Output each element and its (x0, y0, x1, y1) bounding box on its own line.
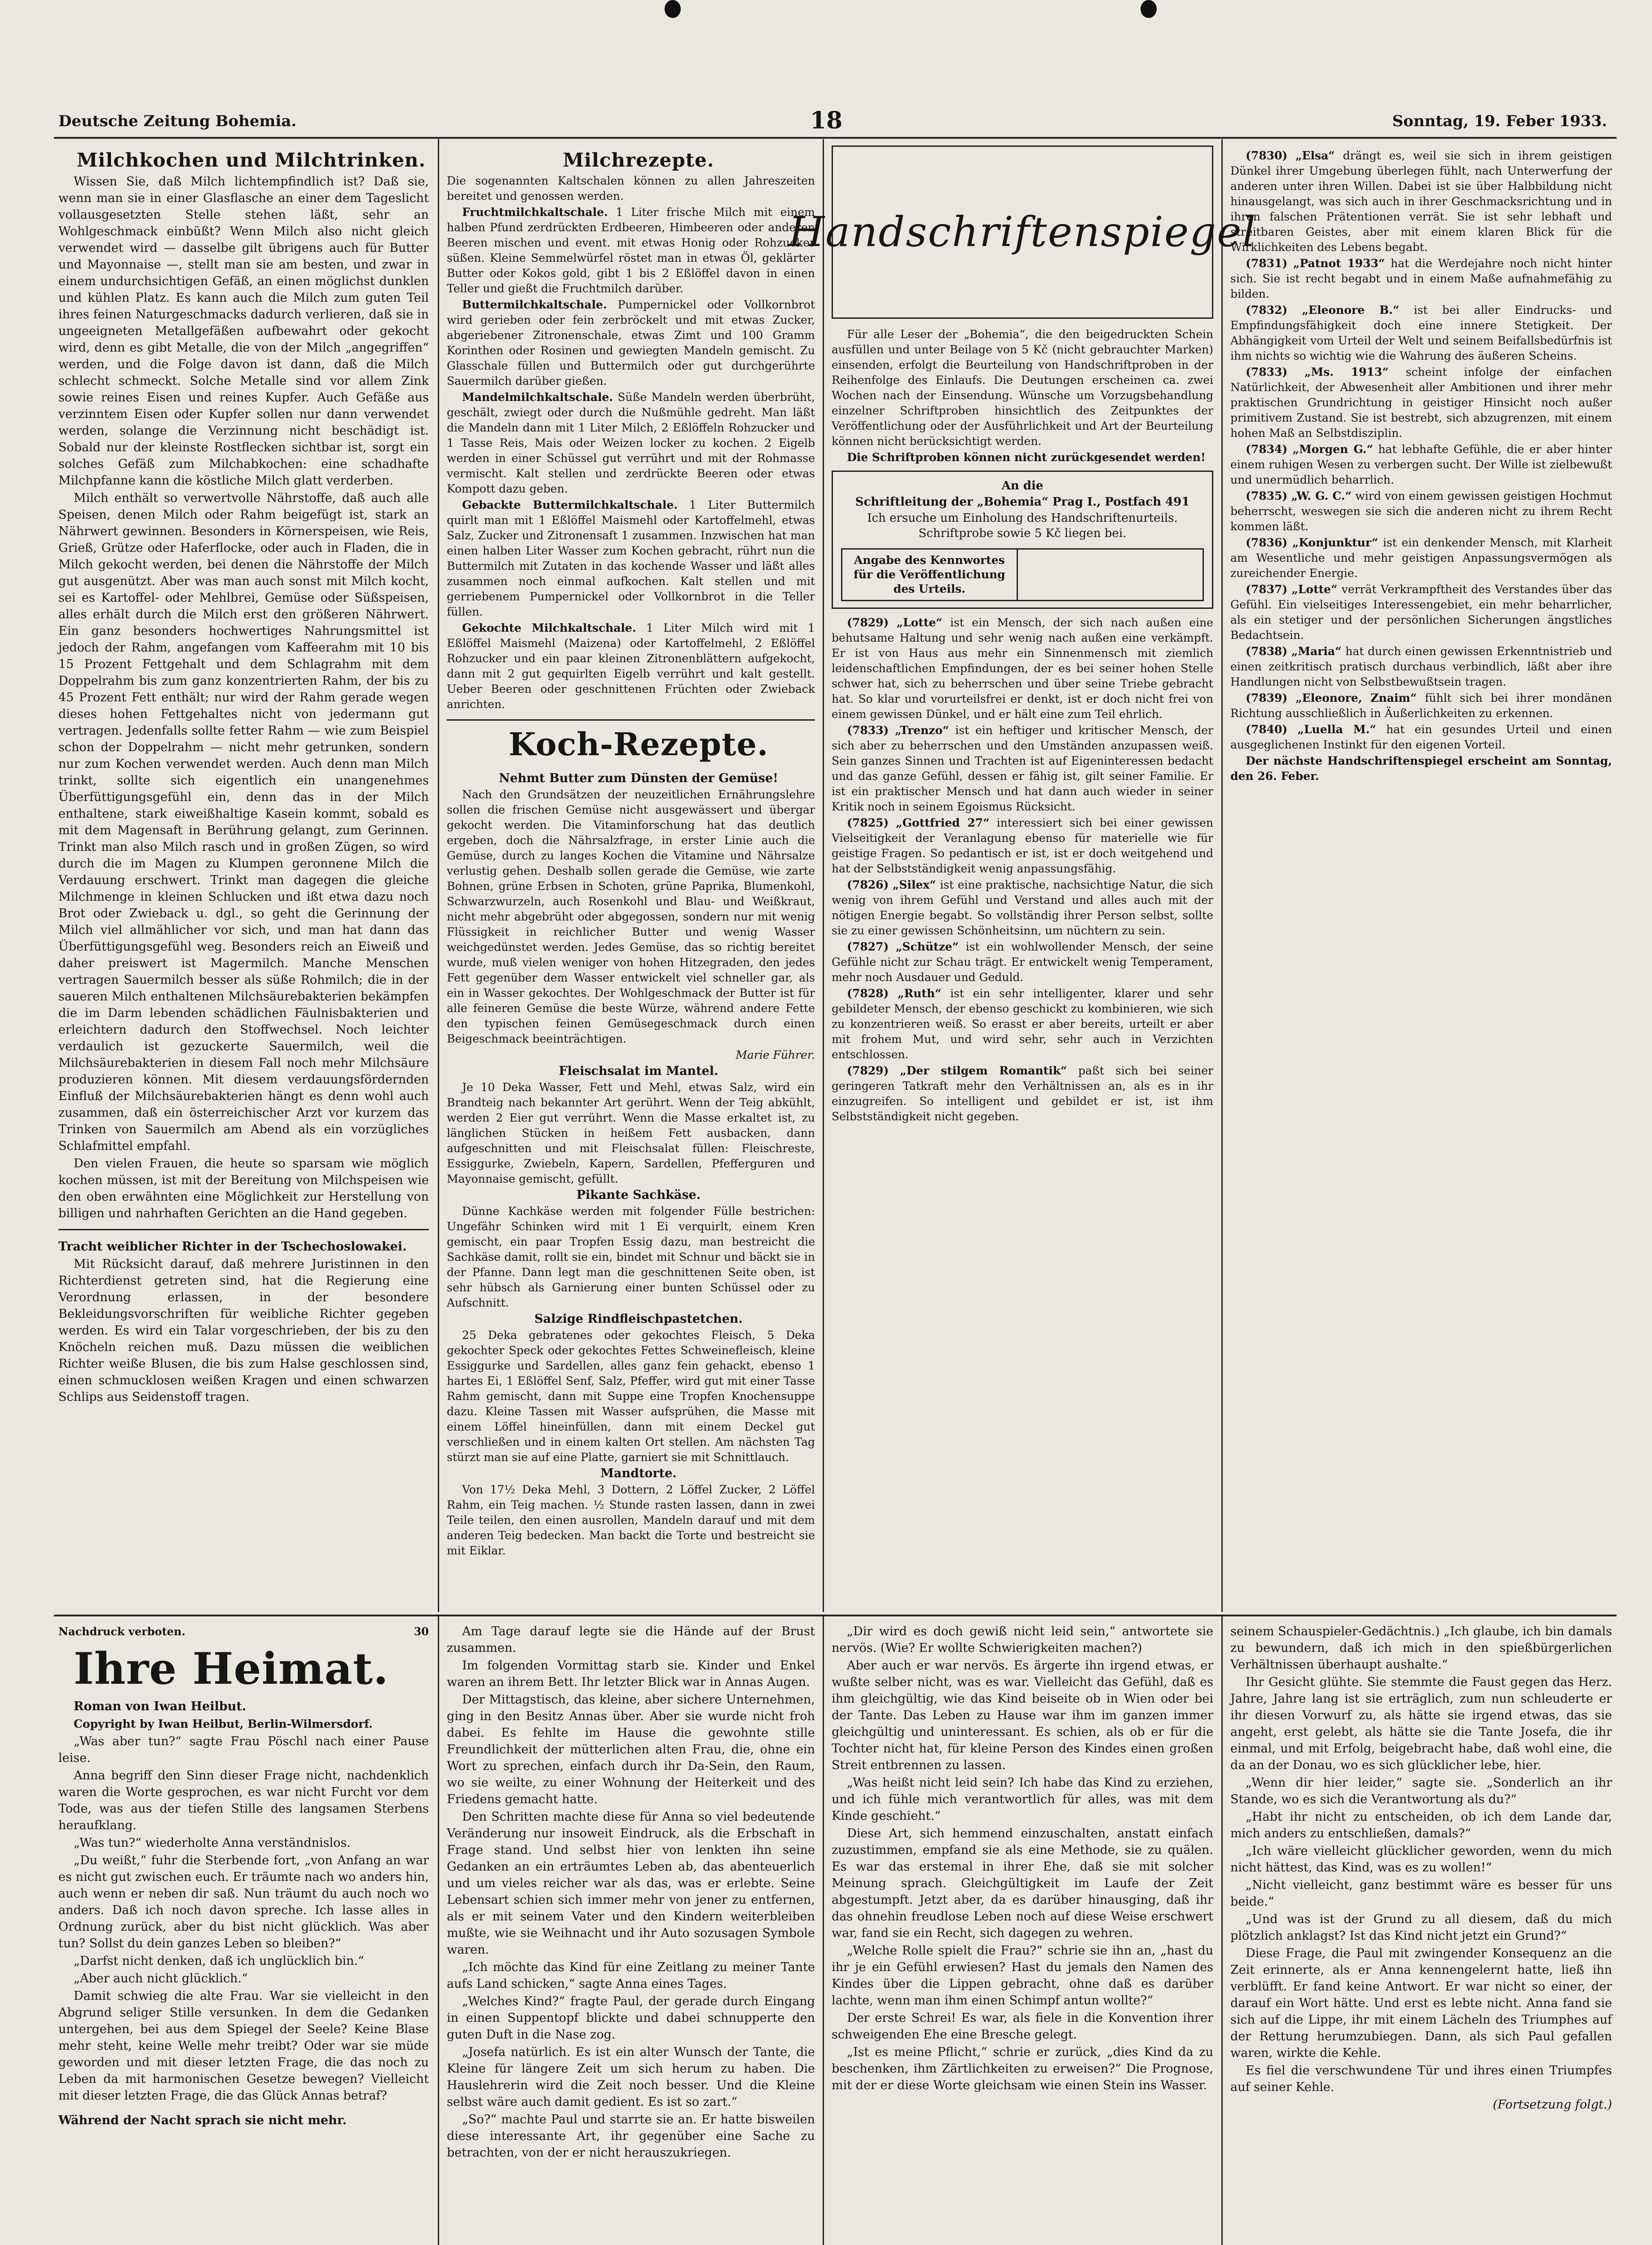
novel-paragraph: „Aber auch nicht glücklich.“ (74, 1972, 248, 1985)
novel-paragraph: „So?“ machte Paul und starrte sie an. Er hatte bisweilen diese interessante Art, ihr gegenüber eine Sache zu betrachten, von der er nicht herauszukriegen. (447, 2113, 815, 2160)
novel-title: Ihre Heimat. (74, 1643, 389, 1694)
entry-name: „Trenzo“ (895, 724, 949, 737)
entry-number: (7840) (1246, 723, 1288, 736)
continued-note: (Fortsetzung folgt.) (1493, 2098, 1612, 2112)
entry-name: „W. G. C.“ (1291, 489, 1352, 502)
entry-text: ist ein heftiger und kritischer Mensch, der sich aber zu beherrschen und den Umständen anzupassen weiß. Sein ganzes Sinnen und Trachten ist auf Eigeninteressen bedacht und das ganze Gefühl, dessen er fähig ist, gilt seiner Familie. Er ist ein praktischer Mensch und hat dann auch wieder in seiner Kritik noch in seinem Egoismus Rücksicht. (832, 724, 1213, 813)
column-divider (1221, 1616, 1223, 2245)
coupon-to: An die (1001, 479, 1044, 493)
column-divider (823, 1616, 824, 2245)
entry-number: (7831) (1246, 257, 1288, 270)
column-divider (438, 1616, 439, 2245)
entry-text: fühlt sich bei ihrer mondänen Richtung ausschließlich in Äußerlichkeiten zu erkennen. (1230, 691, 1612, 720)
entry-name: „Ruth“ (897, 987, 942, 1000)
recipe-text: 1 Liter Milch wird mit 1 Eßlöffel Maismehl (Maizena) oder Kartoffelmehl, 2 Eßlöffel Rohzucker und ein paar kleinen Zitronenblättern aufgekocht, dann mit 2 gut gequirlten Eigelb verrührt und kalt gestellt. Ueber Beeren oder geschnittenen Früchten oder Zwieback anrichten. (447, 621, 815, 711)
issue-date: Sonntag, 19. Feber 1933. (1392, 112, 1607, 130)
entry-text: ist ein denkender Mensch, mit Klarheit am Wesentliche und mehr geistigen Anpassungsvermögen als zureichender Energie. (1230, 536, 1612, 580)
entry-name: „Konjunktur“ (1292, 536, 1379, 549)
recipe-heading: Gebackte Buttermilchkaltschale. (462, 498, 678, 511)
coupon-address: Schriftleitung der „Bohemia“ Prag I., Postfach 491 (855, 495, 1190, 509)
novel-column-3 (832, 1623, 1213, 2245)
milk-paragraph: Den vielen Frauen, die heute so sparsam wie möglich kochen müssen, ist mit der Bereitung von Milchspeisen wie den oben erwähnten eine Möglichkeit zur Herstellung von billigen und nahrhaften Gerichten an die Hand gegeben. (58, 1157, 429, 1220)
reprint-notice: Nachdruck verboten. (58, 1625, 185, 1638)
entry-name: „Maria“ (1291, 645, 1342, 658)
milk-recipes-title: Milchrezepte. (563, 149, 714, 171)
entry-name: „Patnot 1933“ (1293, 257, 1385, 270)
entry-name: „Schütze“ (895, 940, 959, 953)
entry-text: hat lebhafte Gefühle, die er aber hinter einem ruhigen Wesen zu verbergen sucht. Der Wille ist zielbewußt und unermüdlich beharrlich. (1230, 443, 1612, 486)
entry-text: hat die Werdejahre noch nicht hinter sich. Sie ist recht begabt und in einem Maße aufnahmefähig zu bilden. (1230, 257, 1612, 300)
milk-article-title: Milchkochen und Milchtrinken. (76, 149, 426, 171)
masthead-left: Deutsche Zeitung Bohemia. (58, 112, 297, 130)
entry-text: drängt es, weil sie sich in ihrem geistigen Dünkel ihrer Umgebung überlegen fühlt, nach Unterwerfung der anderen unter ihren Willen. Dabei ist sie über Halbbildung nicht hinausgelangt, was sich auch in ihrer Geschmacksrichtung und in ihren falschen Prätentionen verrät. Sie ist sehr lebhaft und streitbaren Geistes, aber mit einem klaren Blick für die Wirklichkeiten des Lebens begabt. (1230, 149, 1612, 254)
novel-column-4 (1230, 1623, 1612, 2245)
novel-paragraph: „Dir wird es doch gewiß nicht leid sein,“ antwortete sie nervös. (Wie? Er wollte Schwierigkeiten machen?) (832, 1624, 1213, 1655)
recipe-text: Je 10 Deka Wasser, Fett und Mehl, etwas Salz, wird ein Brandteig nach bekannter Art gerührt. Wenn der Teig abkühlt, werden 2 Eier gut verrührt. Wenn die Masse erkaltet ist, zu länglichen Stücken in heißem Fett ausbacken, dann aufgeschnitten und mit Fleischsalat füllen: Fleischreste, Essiggurke, Zwiebeln, Kapern, Sardellen, Pfefferguren und Mayonnaise gemischt, gefüllt. (447, 1081, 815, 1185)
recipe-heading: Salzige Rindfleischpastetchen. (534, 1312, 743, 1326)
graphology-intro: Für alle Leser der „Bohemia“, die den beigedruckten Schein ausfüllen und unter Beilage von 5 Kč (nicht gebrauchter Marken) einsenden, erfolgt die Beurteilung von Handschriftproben in der Reihenfolge des Einlaufs. Die Deutungen erscheinen ca. zwei Wochen nach der Einsendung. Wünsche um Vorzugsbehandlung einzelner Schriftproben hinsichtlich des Zeitpunktes der Veröffentlichung oder der Ausführlichkeit und Art der Beurteilung können nicht berücksichtigt werden. (832, 328, 1213, 448)
entry-name: „Lotte“ (1291, 583, 1338, 596)
novel-copyright: Copyright by Iwan Heilbut, Berlin-Wilmersdorf. (74, 1717, 373, 1730)
milk-paragraph: Milch enthält so verwertvolle Nährstoffe, daß auch alle Speisen, denen Milch oder Rahm beigefügt ist, stark an Nährwert gewinnen. Besonders in Körnerspeisen, wie Reis, Grieß, Grütze oder Haferflocke, oder auch in Fladen, die in Milch gekocht werden, bei denen die Nährstoffe der Milch gut ausgenützt. Aber was man auch sonst mit Milch kocht, sei es Kartoffel- oder Mehlbrei, Gemüse oder Süßspeisen, alles erhält durch die Milch erst den größeren Nährwert. Ein ganz besonders hochwertiges Nahrungsmittel ist jedoch der Rahm, angefangen vom Kaffeerahm mit 10 bis 15 Prozent Fettgehalt und dem Schlagrahm mit dem Doppelrahm bis zum ganz konzentrierten Rahm, der bis zu 45 Prozent Fett enthält; nur wird der Rahm gerade wegen dieses hohen Fettgehaltes nicht von jedermann gut vertragen. Jedenfalls sollte fetter Rahm — wie zum Beispiel schon der Doppelrahm — nicht mehr getrunken, sondern nur zum Kochen verwendet werden. Auch denn man Milch trinkt, sollte sich eigentlich ein unangenehmes Überfüttigungsgefühl ein, denn das in der Milch enthaltene, stark eiweißhaltige Kasein kommt, sobald es mit dem Magensaft in Berührung gelangt, zum Gerinnen. Trinkt man also Milch rasch und in großen Zügen, so wird durch die im Magen zu Klumpen geronnene Milch die Verdauung erschwert. Trinkt man dagegen die gleiche Milchmenge in kleinen Schlucken und ißt etwa dazu noch Brot oder Zwieback u. dgl., so geht die Gerinnung der Milch viel allmählicher vor sich, und man hat dann das Überfüttigungsgefühl weg. Besonders reich an Eiweiß und daher preiswert ist Magermilch. Manche Menschen vertragen Sauermilch besser als süße Rohmilch; die in der saueren Milch enthaltenen Milchsäurebakterien bekämpfen die im Darm lebenden schädlichen Fäulnisbakterien und erleichtern dadurch den Stoffwechsel. Noch leichter verdaulich ist gezuckerte Sauermilch, weil die Milchsäurebakterien in diesem Fall noch mehr Milchsäure produzieren können. Mit diesem verdauungsfördernden Einfluß der Milchsäurebakterien hängt es denn wohl auch zusammen, daß ein österreichischer Arzt vor kurzem das Trinken von Sauermilch am Abend als ein vorzügliches Schlafmittel empfahl. (58, 491, 429, 1153)
novel-paragraph: Den Schritten machte diese für Anna so viel bedeutende Veränderung nur insoweit Eindruck, als die Erbschaft in Frage stand. Und selbst hier von lenkten ihn seine Gedanken an ein erträumtes Leben ab, das abenteuerlich und um vieles reicher war als das, was er erlebte. Seine Lebensart schien sich immer mehr von jener zu entfernen, als er mit seinem Vater und den Kindern weiterbleiben mußte, wie sie Weihnacht und ihr Auto sozusagen Symbole waren. (447, 1810, 815, 1957)
novel-paragraph: „Was tun?“ wiederholte Anna verständnislos. (74, 1836, 351, 1850)
entry-number: (7836) (1246, 536, 1288, 549)
entry-number: (7826) (847, 878, 889, 891)
novel-paragraph: Es fiel die verschwundene Tür und ihres einen Triumpfes auf seiner Kehle. (1230, 2064, 1612, 2094)
novel-paragraph: „Was heißt nicht leid sein? Ich habe das Kind zu erziehen, und ich fühle mich verantwortlich für alles, was mit dem Kinde geschieht.“ (832, 1776, 1213, 1823)
page-number: 18 (810, 107, 843, 134)
entry-number: (7830) (1246, 149, 1288, 162)
novel-paragraph: „Was aber tun?“ sagte Frau Pöschl nach einer Pause leise. (58, 1734, 429, 1765)
handschriftenspiegel-logo (788, 145, 1257, 319)
novel-paragraph: Im folgenden Vormittag starb sie. Kinder und Enkel waren an ihrem Bett. Ihr letzter Blick war in Annas Augen. (447, 1659, 815, 1689)
novel-column-2 (447, 1623, 815, 2245)
coupon-keyword-row (841, 548, 1204, 601)
koch-rezepte-title: Koch-Rezepte. (508, 726, 769, 763)
novel-paragraph: „Du weißt,“ fuhr die Sterbende fort, „von Anfang an war es nicht gut zwischen euch. Er träumte nach wo anders hin, auch wenn er neben dir saß. Nun träumt du auch noch wo anders. Daß ich noch davon spreche. Ich lasse alles in Ordnung zurück, aber du bist nicht glücklich. Was aber tun? Sollst du dein ganzes Leben so bleiben?“ (58, 1853, 429, 1950)
binding-hole (1141, 0, 1157, 18)
binding-hole (665, 0, 681, 18)
recipes-column (447, 148, 815, 1610)
article-separator (447, 719, 815, 721)
column-divider (1221, 139, 1223, 1612)
section-rule (54, 1615, 1617, 1616)
entry-name: „Morgen G.“ (1292, 443, 1373, 456)
entry-text: ist ein sehr intelligenter, klarer und sehr gebildeter Mensch, der ebenso geschickt zu kombinieren, wie sich zu konzentrieren weiß. So erasst er aber bereits, urteilt er aber mit frohem Mut, und wird sehr, sehr auch in Verzichten entschlossen. (832, 987, 1213, 1061)
entry-number: (7838) (1246, 645, 1288, 658)
entry-name: „Ms. 1913“ (1304, 365, 1389, 379)
column-divider (823, 139, 824, 1612)
novel-paragraph: Am Tage darauf legte sie die Hände auf der Brust zusammen. (447, 1624, 815, 1655)
entry-number: (7833) (1246, 365, 1288, 379)
entry-text: scheint infolge der einfachen Natürlichkeit, der Abwesenheit aller Ambitionen und ihrer mehr praktischen Grundrichtung in geistiger Hinsicht noch außer primitivem Zustand. Sie ist bestrebt, sich abzugrenzen, mit einem hohen Maß an Selbstdisziplin. (1230, 365, 1612, 440)
novel-paragraph: „Darfst nicht denken, daß ich unglücklich bin.“ (74, 1954, 364, 1968)
recipe-heading: Pikante Sachkäse. (576, 1188, 701, 1202)
novel-paragraph: Ihr Gesicht glühte. Sie stemmte die Faust gegen das Herz. Jahre, Jahre lang ist sie erträglich, zum nun schleuderte er ihr diesen Vorwurf zu, als hätte sie irgend etwas, das sie angeht, erst gelebt, als hätte sie die Tante Josefa, die ihr einmal, und mit Erfolg, beigebracht habe, daß wohl eine, die da an der Donau, wo es sich glücklicher lebe, hier. (1230, 1675, 1612, 1772)
entry-number: (7839) (1246, 691, 1288, 704)
entry-text: ist bei aller Eindrucks- und Empfindungsfähigkeit doch eine innere Stetigkeit. Der Abhängigkeit vom Urteil der Welt und seinem Beifallsbedürfnis ist ihm nichts so wichtig wie die Wahrung des äußeren Scheins. (1230, 304, 1612, 362)
recipe-text: Dünne Kachkäse werden mit folgender Fülle bestrichen: Ungefähr Schinken wird mit 1 Ei verquirlt, einem Kren gemischt, ein paar Tropfen Essig dazu, man bestreicht die Sachkäse damit, rollt sie ein, bindet mit Schnur und bäckt sie in der Pfanne. Dann legt man die geschnittenen Seite oben, ist sehr hübsch als Garnierung einer bunten Schüssel oder zu Aufschnitt. (447, 1205, 815, 1309)
graphology-column (788, 144, 1257, 1610)
entry-name: „Silex“ (892, 878, 936, 891)
entry-text: interessiert sich bei einer gewissen Vielseitigkeit der Veranlagung ebenso für materielle wie für geistige Fragen. So pedantisch er ist, ist er doch weitgehend und hat der Selbstständigkeit wenig anpassungsfähig. (832, 816, 1214, 875)
entry-name: „Eleonore, Znaim“ (1295, 691, 1417, 704)
installment-number: 30 (414, 1625, 429, 1638)
recipe-heading: Fruchtmilchkaltschale. (462, 206, 608, 219)
milk-paragraph: Wissen Sie, daß Milch lichtempfindlich ist? Daß sie, wenn man sie in einer Glasflasche an einer dem Tageslicht vollausgesetzten Stelle stehen läßt, sehr an Wohlgeschmack einbüßt? Wenn Milch also nicht gleich verwendet wird — dasselbe gilt übrigens auch für Butter und Mayonnaise —, stellt man sie am besten, und zwar in einem undurchsichtigen Gefäß, an einen möglichst dunklen und kühlen Platz. Es kann auch die Milch zum guten Teil ihres feinen Naturgeschmacks dadurch verlieren, daß sie in ungeeigneten Metallgefäßen aufbewahrt oder gekocht wird, denn es gibt Metalle, die von der Milch „angegriffen“ werden, und die Folge davon ist dann, daß die Milch schlecht schmeckt. Solche Metalle sind vor allem Zink sowie reines Eisen und reines Kupfer. Auch Gefäße aus verzinntem Eisen oder Kupfer sollen nur dann verwendet werden, solange die Verzinnung nicht beschädigt ist. Sobald nur der kleinste Rostflecken sichtbar ist, sorgt ein solches Gefäß zum Milchabkochen: eine schadhafte Milchpfanne kann die köstliche Milch glatt verderben. (58, 175, 429, 488)
recipe-text: Von 17½ Deka Mehl, 3 Dottern, 2 Löffel Zucker, 2 Löffel Rahm, ein Teig machen. ½ Stunde rasten lassen, dann in zwei Teile teilen, den einen ausrollen, Mandeln darauf und mit dem anderen Teig bedecken. Man backt die Torte und bestreicht sie mit Eiklar. (447, 1483, 815, 1557)
entry-number: (7827) (847, 940, 889, 953)
novel-paragraph: Anna begriff den Sinn dieser Frage nicht, nachdenklich waren die Worte gesprochen, es war nicht Furcht vor dem Tode, was aus der tiefen Stille des langsamen Sterbens heraufklang. (58, 1769, 429, 1832)
entry-text: paßt sich bei seiner geringeren Tatkraft mehr den Verhältnissen an, als es in ihr einzugreifen. So intelligent und gebildet er ist, ist ihm Selbstständigkeit nicht gegeben. (832, 1064, 1213, 1123)
column-divider (438, 139, 439, 1612)
recipe-heading: Buttermilchkaltschale. (462, 298, 607, 311)
entry-text: ist ein Mensch, der sich nach außen eine behutsame Haltung und sehr wenig nach außen eine verkämpft. Er ist von Haus aus mehr ein Sinnenmensch mit ziemlich leidenschaftlichen Empfindungen, der es bei seiner hohen Stelle schwer hat, sich zu beherrschen und über seine Triebe gebracht hat. So klar und vorurteilsfrei er denkt, ist er doch nicht frei von einem gewissen Dünkel, und er hält eine zum Teil ehrlich. (832, 616, 1213, 721)
novel-paragraph: „Ich wäre vielleicht glücklicher geworden, wenn du mich nicht hättest, das Kind, was es zu wollen!“ (1230, 1844, 1612, 1875)
coupon-keyword-field[interactable] (1018, 548, 1204, 601)
entry-number: (7834) (1246, 443, 1288, 456)
entry-text: hat durch einen gewissen Erkenntnistrieb und einen zeitkritisch pratisch durchaus verbindlich, läßt aber ihre Handlungen nicht von Selbstbewußtsein tragen. (1230, 645, 1612, 688)
novel-paragraph: „Ist es meine Pflicht,“ schrie er zurück, „dies Kind da zu beschenken, ihm Zärtlichkeiten zu erweisen?“ Die Prognose, mit der er diese Worte gleichsam wie einen Stein ins Wasser. (832, 2045, 1213, 2092)
recipe-heading: Mandtorte. (600, 1466, 677, 1480)
novel-column-1 (58, 1623, 429, 2245)
entry-name: „Der stilgem Romantik“ (900, 1064, 1067, 1077)
entry-text: verrät Verkrampftheit des Verstandes über das Gefühl. Ein vielseitiges Interessengebiet, ein mehr beharrlicher, als ein stetiger und der persönlichen Sicherungen ängstliches Bedachtsein. (1230, 583, 1612, 642)
entry-number: (7828) (847, 987, 889, 1000)
no-return-notice: Die Schriftproben können nicht zurückgesendet werden! (847, 451, 1206, 464)
next-issue-note: Der nächste Handschriftenspiegel erscheint am Sonntag, den 26. Feber. (1230, 754, 1612, 783)
milk-article-column (58, 148, 429, 1610)
novel-paragraph: Der Mittagstisch, das kleine, aber sichere Unternehmen, ging in den Besitz Annas über. Aber sie wurde nicht froh dabei. Es fehlte im Hause die gewohnte stille Freundlichkeit der mütterlichen alten Frau, die, ohne ein Wort zu sprechen, einfach durch ihr Da-Sein, den Raum, wo sie weilte, zu einer Wohnung der Heiterkeit und des Friedens gemacht hatte. (447, 1693, 815, 1806)
novel-paragraph: „Welches Kind?“ fragte Paul, der gerade durch Eingang in einen Suppentopf blickte und dabei schnupperte den guten Duft in die Nase zog. (447, 1994, 815, 2042)
logo-lettering: Handschriftenspiegel (788, 208, 1257, 256)
novel-paragraph: Der erste Schrei! Es war, als fiele in die Konvention ihrer schweigenden Ehe eine Bresche gelegt. (832, 2011, 1213, 2042)
coupon-request: Ich ersuche um Einholung des Handschriftenurteils. Schriftprobe sowie 5 Kč liegen bei. (867, 511, 1178, 540)
novel-paragraph: „Habt ihr nicht zu entscheiden, ob ich dem Lande dar, mich anders zu entschließen, damals?“ (1230, 1810, 1612, 1840)
entry-number: (7832) (1246, 304, 1288, 317)
novel-paragraph: Aber auch er war nervös. Es ärgerte ihn irgend etwas, er wußte selber nicht, was es war. Vielleicht das Gefühl, daß es ihm gleichgültig, wie das Kind beiseite ob in Wien oder bei der Tante. Das Leben zu Hause war ihm im ganzen immer gleichgültig und uninteressant. Es schien, als ob er für die Tochter nicht hat, für kleine Person des Kindes einen großen Streit entbrennen zu lassen. (832, 1659, 1213, 1772)
entry-name: „Lotte“ (896, 616, 943, 629)
recipe-text: 1 Liter Buttermilch quirlt man mit 1 Eßlöffel Maismehl oder Kartoffelmehl, etwas Salz, Zucker und Zitronensaft 1 zusammen. Inzwischen hat man einen halben Liter Wasser zum Kochen gebracht, rührt nun die Buttermilch mit Zutaten in das kochende Wasser und läßt alles zusammen noch einmal aufkochen. Kalt stellen und mit gerriebenem Pumpernickel oder Vollkornbrot in die Teller füllen. (447, 498, 815, 618)
entry-number: (7833) (847, 724, 889, 737)
entry-text: ist ein wohlwollender Mensch, der seine Gefühle nicht zur Schau trägt. Er entwickelt wenig Temperament, mehr noch Ausdauer und Geduld. (832, 940, 1213, 984)
entry-text: ist eine praktische, nachsichtige Natur, die sich wenig von ihrem Gefühl und Verstand und alles auch mit der nötigen Energie begabt. So vollständig ihrer Person selbst, sollte sie zu einer gewissen Schönheitsinn, um nüchtern zu sein. (832, 878, 1214, 937)
entry-name: „Elsa“ (1295, 149, 1335, 162)
feuilleton-header (58, 1623, 429, 1640)
koch-subhead: Nehmt Butter zum Dünsten der Gemüse! (499, 771, 778, 785)
novel-paragraph: „Wenn dir hier leider,“ sagte sie. „Sonderlich an ihr Stande, wo es sich die Verantwortung als du?“ (1230, 1776, 1612, 1806)
recipe-text: 1 Liter frische Milch mit einem halben Pfund zerdrückten Erdbeeren, Himbeeren oder anderen Beeren mischen und event. mit etwas Honig oder Rohzucker süßen. Kleine Semmelwürfel röstet man in etwas Öl, geklärter Butter oder Kokos gold, gibt 1 bis 2 Eßlöffel davon in einen Teller und gießt die Fruchtmilch darüber. (447, 206, 815, 295)
novel-paragraph: „Welche Rolle spielt die Frau?“ schrie sie ihn an, „hast du ihr je ein Gefühl erwiesen? Hast du jemals den Namen des Kindes über die Lippen gebracht, ohne daß es darüber lachte, wenn man ihm einen Schimpf antun wollte?“ (832, 1944, 1213, 2007)
coupon-keyword-label: Angabe des Kennwortes für die Veröffentlichung des Urteils. (841, 548, 1018, 601)
sidebar-headline: Tracht weiblicher Richter in der Tschechoslowakei. (58, 1240, 407, 1254)
submission-coupon (832, 471, 1213, 609)
entry-name: „Eleonore B.“ (1302, 304, 1400, 317)
recipe-heading: Gekochte Milchkaltschale. (462, 621, 636, 634)
novel-paragraph: „Nicht vielleicht, ganz bestimmt wäre es besser für uns beide.“ (1230, 1878, 1612, 1909)
novel-paragraph: „Ich möchte das Kind für eine Zeitlang zu meiner Tante aufs Land schicken,“ sagte Anna eines Tages. (447, 1960, 815, 1991)
recipe-text: Pumpernickel oder Vollkornbrot wird gerieben oder fein zerbröckelt und mit etwas Zucker, abgeriebener Zitronenschale, etwas Zimt und 100 Gramm Korinthen oder Rosinen und gewiegten Mandeln gemischt. Zu Glasschale füllen und Buttermilch oder gut durchgerührte Sauermilch darüber gießen. (447, 298, 815, 387)
entry-text: wird von einem gewissen geistigen Hochmut beherrscht, weswegen sie sich die anderen nicht zu ihrem Recht kommen läßt. (1230, 489, 1612, 533)
recipes-intro: Die sogenannten Kaltschalen können zu allen Jahreszeiten bereitet und genossen werden. (447, 174, 815, 202)
novel-paragraph: Diese Art, sich hemmend einzuschalten, anstatt einfach zuzustimmen, empfand sie als eine Methode, sie zu quälen. Es war das erstemal in ihrer Ehe, daß sie mit solcher Meinung sprach. Gleichgültigkeit im Laufe der Zeit abgestumpft. Jetzt aber, da es darüber hinausging, daß ihr das ohnehin freudlose Leben noch auf diese Weise erschwert war, fand sie ein Recht, sich dagegen zu wehren. (832, 1827, 1213, 1940)
novel-paragraph: Damit schwieg die alte Frau. War sie vielleicht in den Abgrund seliger Stille versunken. In dem die Gedanken untergehen, bei aus dem Spiegel der Seele? Keine Blase mehr steht, keine Welle mehr treibt? Oder war sie müde geworden und mit dieser letzten Frage, die das noch zu Leben da mit harmonischen Gesetze bewegen? Vielleicht mit dieser letzten Frage, die das Glück Annas betraf? (58, 1989, 429, 2103)
koch-text: Nach den Grundsätzen der neuzeitlichen Ernährungslehre sollen die frischen Gemüse nicht ausgewässert und übergar gekocht werden. Die Vitaminforschung hat das deutlich ergeben, doch die Nährsalzfrage, in erster Linie auch die Gemüse, durch zu langes Kochen die Vitamine und Nährsalze verlustig gehen. Deshalb sollen gerade die Gemüse, wie zarte Bohnen, grüne Erbsen in Schoten, grüne Paprika, Blumenkohl, Schwarzwurzeln, auch Rosenkohl und Blau- und Weißkraut, nicht mehr abgebrüht oder abgegossen, sondern nur mit wenig Flüssigkeit in reichlicher Butter und wenig Wasser weichgedünstet werden. Jedes Gemüse, das so richtig bereitet wurde, muß vielen weniger von hohen Hitzegraden, den jedes Fett gegenüber dem Wasser entwickelt viel schneller gar, als ein in Wasser gekochtes. Der Wohlgeschmack der Butter ist für alle feineren Gemüse die beste Würze, während andere Fette den typischen feinen Gemüsegeschmack durch einen Beigeschmack beeinträchtigen. (447, 788, 815, 1045)
novel-paragraph: Diese Frage, die Paul mit zwingender Konsequenz an die Zeit erinnerte, als er Anna kennengelernt hatte, ließ ihn verblüfft. Er fand keine Antwort. Er war nicht so einer, der darauf ein Wort hätte. Und erst es lebte nicht. Anna fand sie sich auf die Lippe, ihr mit einem Lächeln des Triumphes auf der Rettung herumzubiegen. Dann, als sich Paul gefallen waren, wirkte die Kehle. (1230, 1946, 1612, 2060)
recipe-text: 25 Deka gebratenes oder gekochtes Fleisch, 5 Deka gekochter Speck oder gekochtes Fettes Schweinefleisch, kleine Essiggurke und Sardellen, alles ganz fein gehackt, ebenso 1 hartes Ei, 1 Eßlöffel Senf, Salz, Pfeffer, wird gut mit einer Tasse Rahm gemischt, dann mit Suppe eine Tropfen Knochensuppe dazu. Kleine Tassen mit Wasser aufsprühen, die Masse mit einem Löffel hineinfüllen, dann mit einem Deckel gut verschließen und in einem kalten Ort stellen. Am nächsten Tag stürzt man sie auf eine Platte, garniert sie mit Schnittlauch. (447, 1329, 815, 1464)
entry-number: (7825) (847, 816, 889, 829)
recipe-heading: Fleischsalat im Mantel. (559, 1064, 718, 1078)
novel-paragraph: „Und was ist der Grund zu all diesem, daß du mich plötzlich anklagst? Ist das Kind nicht jetzt ein Grund?“ (1230, 1912, 1612, 1943)
header-rule (54, 137, 1617, 139)
article-separator (58, 1229, 429, 1230)
novel-subtitle: Roman von Iwan Heilbut. (74, 1699, 247, 1713)
novel-paragraph: seinem Schauspieler-Gedächtnis.) „Ich glaube, ich bin damals zu bewundern, daß ich mich in den spießbürgerlichen Verhältnissen überhaupt aushalte.“ (1230, 1624, 1612, 1672)
entry-number: (7829) (847, 616, 889, 629)
novel-paragraph: „Josefa natürlich. Es ist ein alter Wunsch der Tante, die Kleine für längere Zeit um sich herum zu haben. Die Hauslehrerin wird die Zeit noch besser. Und die Kleine selbst wäre auch damit gedient. Es ist so zart.“ (447, 2045, 815, 2109)
graphology-column-right (1230, 148, 1612, 1610)
entry-number: (7837) (1246, 583, 1288, 596)
entry-number: (7835) (1246, 489, 1288, 502)
entry-name: „Gottfried 27“ (896, 816, 990, 829)
sidebar-text: Mit Rücksicht darauf, daß mehrere Juristinnen in den Richterdienst getreten sind, hat die Regierung eine Verordnung erlassen, in der besondere Bekleidungsvorschriften für weibliche Richter gegeben werden. Es wird ein Talar vorgeschrieben, der bis zu den Knöcheln reichen muß. Dazu müssen die weiblichen Richter weiße Blusen, die bis zum Halse geschlossen sind, einen schmucklosen weißen Kragen und einen schwarzen Schlips aus Seidenstoff tragen. (58, 1257, 429, 1404)
recipe-text: Süße Mandeln werden überbrüht, geschält, zwiegt oder durch die Nußmühle gedreht. Man läßt die Mandeln dann mit 1 Liter Milch, 2 Eßlöffeln Rohzucker und 1 Tasse Reis, Mais oder Weizen locker zu kochen. 2 Eigelb werden in einer Schüssel gut verrührt und mit der Rohmasse vermischt. Kalt stellen und zerdrückte Beeren oder etwas Kompott dazu geben. (447, 391, 815, 495)
entry-text: hat ein gesundes Urteil und einen ausgeglichenen Instinkt für den eigenen Vorteil. (1230, 723, 1612, 751)
novel-paragraph: Während der Nacht sprach sie nicht mehr. (58, 2113, 347, 2127)
entry-number: (7829) (847, 1064, 889, 1077)
entry-name: „Luella M.“ (1297, 723, 1376, 736)
recipe-heading: Mandelmilchkaltschale. (462, 391, 613, 404)
koch-signature: Marie Führer. (736, 1048, 815, 1061)
